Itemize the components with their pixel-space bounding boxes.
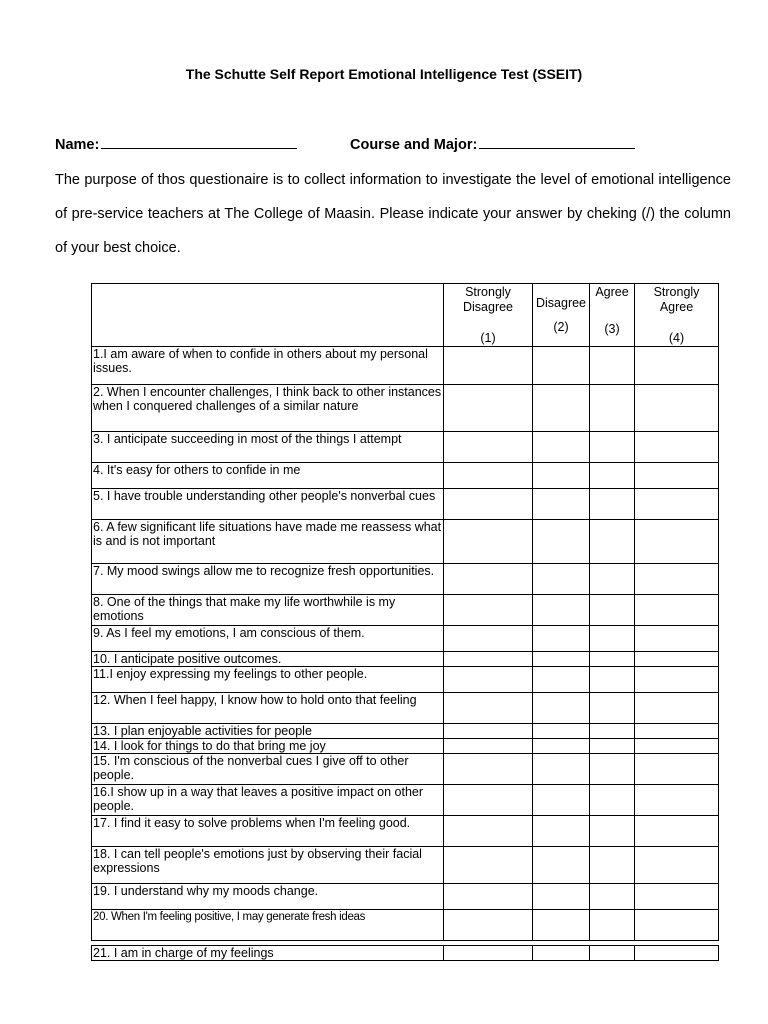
- table-row: [92, 626, 719, 652]
- statement-cell: 13. I plan enjoyable activities for people: [92, 724, 444, 739]
- header-row: [92, 284, 719, 347]
- table-row: [92, 785, 719, 816]
- answer-cell-disagree[interactable]: [533, 432, 590, 463]
- statement-cell: 16.I show up in a way that leaves a positive impact on other people.: [92, 785, 444, 816]
- answer-cell-strongly-disagree[interactable]: [444, 847, 533, 884]
- answer-cell-disagree[interactable]: [533, 816, 590, 847]
- answer-cell-strongly-agree[interactable]: [635, 754, 719, 785]
- col-label: Strongly Agree: [653, 285, 700, 314]
- answer-cell-agree[interactable]: [590, 652, 635, 667]
- sseit-table: [91, 283, 719, 961]
- answer-cell-strongly-agree[interactable]: [635, 910, 719, 941]
- answer-cell-agree[interactable]: [590, 816, 635, 847]
- statement-cell: 20. When I'm feeling positive, I may generate fresh ideas: [92, 910, 444, 941]
- answer-cell-strongly-disagree[interactable]: [444, 595, 533, 626]
- answer-cell-disagree[interactable]: [533, 463, 590, 489]
- statement-cell: 3. I anticipate succeeding in most of the things I attempt: [92, 432, 444, 463]
- answer-cell-strongly-agree[interactable]: [635, 626, 719, 652]
- answer-cell-disagree[interactable]: [533, 910, 590, 941]
- answer-cell-agree[interactable]: [590, 432, 635, 463]
- answer-cell-strongly-disagree[interactable]: [444, 564, 533, 595]
- respondent-fields: [55, 133, 478, 153]
- answer-cell-agree[interactable]: [590, 910, 635, 941]
- answer-cell-disagree[interactable]: [533, 520, 590, 564]
- table-row: [92, 652, 719, 667]
- course-blank[interactable]: [479, 133, 635, 149]
- answer-cell-strongly-agree[interactable]: [635, 816, 719, 847]
- answer-cell-strongly-agree[interactable]: [635, 432, 719, 463]
- col-label: Strongly Disagree: [462, 285, 514, 314]
- answer-cell-agree[interactable]: [590, 667, 635, 693]
- answer-cell-strongly-disagree[interactable]: [444, 693, 533, 724]
- answer-cell-disagree[interactable]: [533, 347, 590, 385]
- answer-cell-disagree[interactable]: [533, 595, 590, 626]
- answer-cell-disagree[interactable]: [533, 564, 590, 595]
- answer-cell-strongly-agree[interactable]: [635, 884, 719, 910]
- table-row: [92, 432, 719, 463]
- answer-cell-agree[interactable]: [590, 724, 635, 739]
- answer-cell-strongly-disagree[interactable]: [444, 910, 533, 941]
- answer-cell-strongly-disagree[interactable]: [444, 520, 533, 564]
- table-row: [92, 739, 719, 754]
- answer-cell-disagree[interactable]: [533, 739, 590, 754]
- answer-cell-agree[interactable]: [590, 739, 635, 754]
- col-header-strongly-agree: [635, 284, 719, 347]
- table-row: [92, 946, 719, 961]
- answer-cell-strongly-agree[interactable]: [635, 489, 719, 520]
- page-title: The Schutte Self Report Emotional Intelligence Test (SSEIT): [185, 66, 583, 82]
- answer-cell-agree[interactable]: [590, 595, 635, 626]
- answer-cell-strongly-disagree[interactable]: [444, 626, 533, 652]
- table-row: [92, 816, 719, 847]
- answer-cell-disagree[interactable]: [533, 626, 590, 652]
- answer-cell-strongly-disagree[interactable]: [444, 463, 533, 489]
- answer-cell-strongly-agree[interactable]: [635, 693, 719, 724]
- name-field[interactable]: [55, 133, 297, 153]
- answer-cell-strongly-agree[interactable]: [635, 724, 719, 739]
- answer-cell-strongly-agree[interactable]: [635, 847, 719, 884]
- statement-cell: 7. My mood swings allow me to recognize fresh opportunities.: [92, 564, 444, 595]
- answer-cell-strongly-disagree[interactable]: [444, 724, 533, 739]
- statement-cell: 5. I have trouble understanding other people's nonverbal cues: [92, 489, 444, 520]
- answer-cell-strongly-agree[interactable]: [635, 564, 719, 595]
- table-row: [92, 489, 719, 520]
- answer-cell-disagree[interactable]: [533, 847, 590, 884]
- col-label: Agree: [595, 285, 629, 299]
- answer-cell-disagree[interactable]: [533, 693, 590, 724]
- answer-cell-strongly-disagree[interactable]: [444, 785, 533, 816]
- answer-cell-disagree[interactable]: [533, 754, 590, 785]
- answer-cell-disagree[interactable]: [533, 667, 590, 693]
- table-row: [92, 347, 719, 385]
- answer-cell-strongly-agree[interactable]: [635, 946, 719, 961]
- col-number: (1): [480, 331, 496, 345]
- table-row: [92, 463, 719, 489]
- answer-cell-strongly-agree[interactable]: [635, 652, 719, 667]
- table-row: [92, 910, 719, 941]
- answer-cell-strongly-disagree[interactable]: [444, 432, 533, 463]
- name-blank[interactable]: [101, 133, 297, 149]
- table-row: [92, 754, 719, 785]
- statement-cell: 15. I'm conscious of the nonverbal cues I give off to other people.: [92, 754, 444, 785]
- table-row: [92, 385, 719, 432]
- answer-cell-strongly-disagree[interactable]: [444, 667, 533, 693]
- answer-cell-agree[interactable]: [590, 347, 635, 385]
- statement-cell: 19. I understand why my moods change.: [92, 884, 444, 910]
- answer-cell-strongly-agree[interactable]: [635, 739, 719, 754]
- answer-cell-disagree[interactable]: [533, 785, 590, 816]
- course-field[interactable]: [350, 133, 635, 153]
- answer-cell-disagree[interactable]: [533, 385, 590, 432]
- statement-cell: 8. One of the things that make my life worthwhile is my emotions: [92, 595, 444, 626]
- answer-cell-strongly-disagree[interactable]: [444, 884, 533, 910]
- purpose-paragraph: The purpose of thos questionaire is to collect information to investigate the level of emotional intelligence of pre-service teachers at The College of Maasin. Please indicate your answer by cheking (/) the column of your best choice.: [55, 172, 731, 256]
- col-header-agree: [590, 284, 635, 347]
- answer-cell-agree[interactable]: [590, 693, 635, 724]
- col-number: (4): [668, 331, 685, 345]
- col-number: (3): [604, 322, 620, 336]
- table-row: [92, 520, 719, 564]
- answer-cell-agree[interactable]: [590, 463, 635, 489]
- answer-cell-strongly-disagree[interactable]: [444, 816, 533, 847]
- statement-cell: 11.I enjoy expressing my feelings to other people.: [92, 667, 444, 693]
- statement-cell: 6. A few significant life situations have made me reassess what is and is not important: [92, 520, 444, 564]
- answer-cell-agree[interactable]: [590, 520, 635, 564]
- name-label: Name:: [55, 137, 100, 153]
- statement-cell: 21. I am in charge of my feelings: [92, 946, 444, 961]
- answer-cell-agree[interactable]: [590, 847, 635, 884]
- answer-cell-agree[interactable]: [590, 785, 635, 816]
- answer-cell-strongly-disagree[interactable]: [444, 946, 533, 961]
- statement-cell: 17. I find it easy to solve problems when I'm feeling good.: [92, 816, 444, 847]
- answer-cell-disagree[interactable]: [533, 652, 590, 667]
- answer-cell-strongly-agree[interactable]: [635, 785, 719, 816]
- col-number: (2): [553, 320, 569, 334]
- table-row: [92, 884, 719, 910]
- answer-cell-strongly-disagree[interactable]: [444, 385, 533, 432]
- table-row: [92, 564, 719, 595]
- answer-cell-agree[interactable]: [590, 626, 635, 652]
- table-row: [92, 595, 719, 626]
- table-row: [92, 847, 719, 884]
- answer-cell-strongly-disagree[interactable]: [444, 347, 533, 385]
- answer-cell-strongly-agree[interactable]: [635, 463, 719, 489]
- answer-cell-agree[interactable]: [590, 489, 635, 520]
- answer-cell-strongly-agree[interactable]: [635, 595, 719, 626]
- col-label: Disagree: [535, 296, 587, 310]
- col-header-disagree: [533, 284, 590, 347]
- statement-cell: 14. I look for things to do that bring me joy: [92, 739, 444, 754]
- answer-cell-strongly-agree[interactable]: [635, 520, 719, 564]
- answer-cell-strongly-agree[interactable]: [635, 667, 719, 693]
- answer-cell-strongly-disagree[interactable]: [444, 754, 533, 785]
- statement-cell: 2. When I encounter challenges, I think back to other instances when I conquered challenges of a similar nature: [92, 385, 444, 432]
- answer-cell-strongly-disagree[interactable]: [444, 652, 533, 667]
- statement-cell: 1.I am aware of when to confide in others about my personal issues.: [92, 347, 444, 385]
- answer-cell-agree[interactable]: [590, 754, 635, 785]
- answer-cell-strongly-agree[interactable]: [635, 347, 719, 385]
- answer-cell-disagree[interactable]: [533, 724, 590, 739]
- answer-cell-disagree[interactable]: [533, 946, 590, 961]
- answer-cell-strongly-disagree[interactable]: [444, 739, 533, 754]
- answer-cell-disagree[interactable]: [533, 884, 590, 910]
- course-label: Course and Major:: [350, 137, 478, 153]
- answer-cell-agree[interactable]: [590, 884, 635, 910]
- answer-cell-agree[interactable]: [590, 564, 635, 595]
- answer-cell-agree[interactable]: [590, 946, 635, 961]
- statement-cell: 10. I anticipate positive outcomes.: [92, 652, 444, 667]
- table-row: [92, 724, 719, 739]
- statement-cell: 9. As I feel my emotions, I am conscious of them.: [92, 626, 444, 652]
- statement-cell: 4. It's easy for others to confide in me: [92, 463, 444, 489]
- table-row: [92, 667, 719, 693]
- answer-cell-agree[interactable]: [590, 385, 635, 432]
- answer-cell-disagree[interactable]: [533, 489, 590, 520]
- statement-cell: 18. I can tell people's emotions just by observing their facial expressions: [92, 847, 444, 884]
- table-row: [92, 693, 719, 724]
- answer-cell-strongly-disagree[interactable]: [444, 489, 533, 520]
- answer-cell-strongly-agree[interactable]: [635, 385, 719, 432]
- col-header-strongly-disagree: [444, 284, 533, 347]
- statement-cell: 12. When I feel happy, I know how to hold onto that feeling: [92, 693, 444, 724]
- statement-header: [92, 284, 444, 347]
